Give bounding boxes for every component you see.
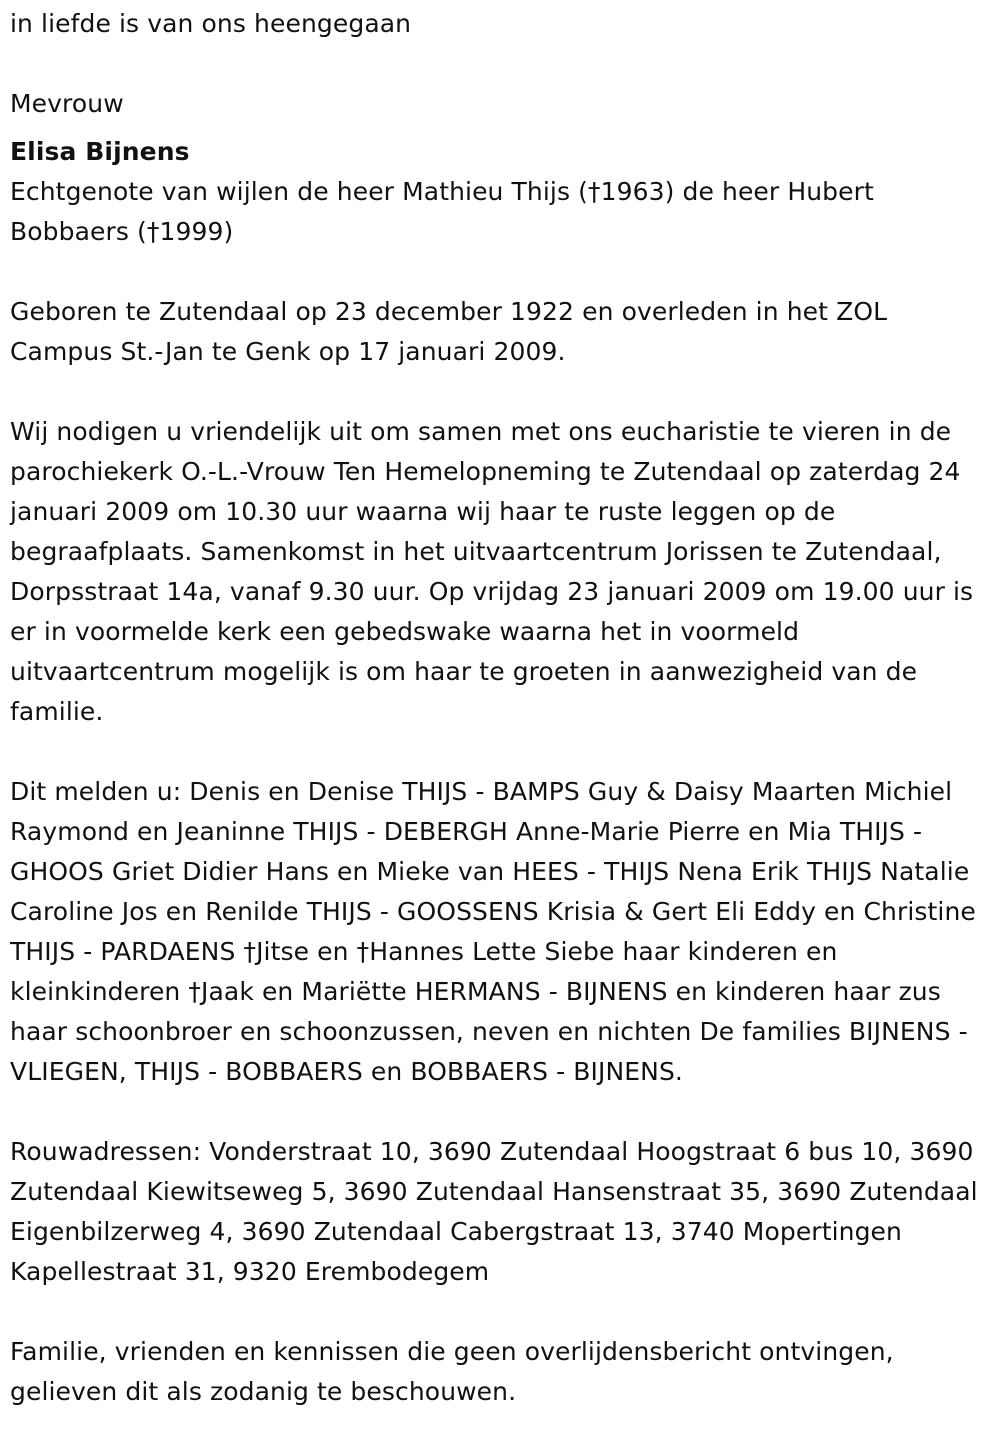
spacer <box>10 1092 990 1132</box>
closing-paragraph: Familie, vrienden en kennissen die geen overlijdensbericht ontvingen, gelieven dit als zodanig te beschouwen. <box>10 1337 894 1406</box>
family-paragraph: Dit melden u: Denis en Denise THIJS - BAMPS Guy & Daisy Maarten Michiel Raymond en Jeaninne THIJS - DEBERGH Anne-Marie Pierre en Mia THIJS - GHOOS Griet Didier Hans en Mieke van HEES - THIJS Nena Erik THIJS Natalie Caroline Jos en Renilde THIJS - GOOSSENS Krisia & Gert Eli Eddy en Christine THIJS - PARDAENS †Jitse en †Hannes Lette Siebe haar kinderen en kleinkinderen †Jaak en Mariëtte HERMANS - BIJNENS en kinderen haar zus haar schoonbroer en schoonzussen, neven en nichten De families BIJNENS - VLIEGEN, THIJS - BOBBAERS en BOBBAERS - BIJNENS. <box>10 777 976 1086</box>
deceased-name: Elisa Bijnens <box>10 137 190 166</box>
intro-line: in liefde is van ons heengegaan <box>10 9 412 38</box>
birth-death-paragraph: Geboren te Zutendaal op 23 december 1922 en overleden in het ZOL Campus St.-Jan te Genk op 17 januari 2009. <box>10 297 888 366</box>
spacer <box>10 1292 990 1332</box>
spacer <box>10 732 990 772</box>
spouse-line: Echtgenote van wijlen de heer Mathieu Thijs (†1963) de heer Hubert Bobbaers (†1999) <box>10 177 874 246</box>
spacer <box>10 44 990 84</box>
ceremony-paragraph: Wij nodigen u vriendelijk uit om samen met ons eucharistie te vieren in de parochiekerk O.-L.-Vrouw Ten Hemelopneming te Zutendaal op zaterdag 24 januari 2009 om 10.30 uur waarna wij haar te ruste leggen op de begraafplaats. Samenkomst in het uitvaartcentrum Jorissen te Zutendaal, Dorpsstraat 14a, vanaf 9.30 uur. Op vrijdag 23 januari 2009 om 19.00 uur is er in voormelde kerk een gebedswake waarna het in voormeld uitvaartcentrum mogelijk is om haar te groeten in aanwezigheid van de familie. <box>10 417 974 726</box>
spacer <box>10 252 990 292</box>
spacer <box>10 372 990 412</box>
addresses-paragraph: Rouwadressen: Vonderstraat 10, 3690 Zutendaal Hoogstraat 6 bus 10, 3690 Zutendaal Kiewitseweg 5, 3690 Zutendaal Hansenstraat 35, 3690 Zutendaal Eigenbilzerweg 4, 3690 Zutendaal Cabergstraat 13, 3740 Mopertingen Kapellestraat 31, 9320 Erembodegem <box>10 1137 978 1286</box>
salutation: Mevrouw <box>10 89 124 118</box>
